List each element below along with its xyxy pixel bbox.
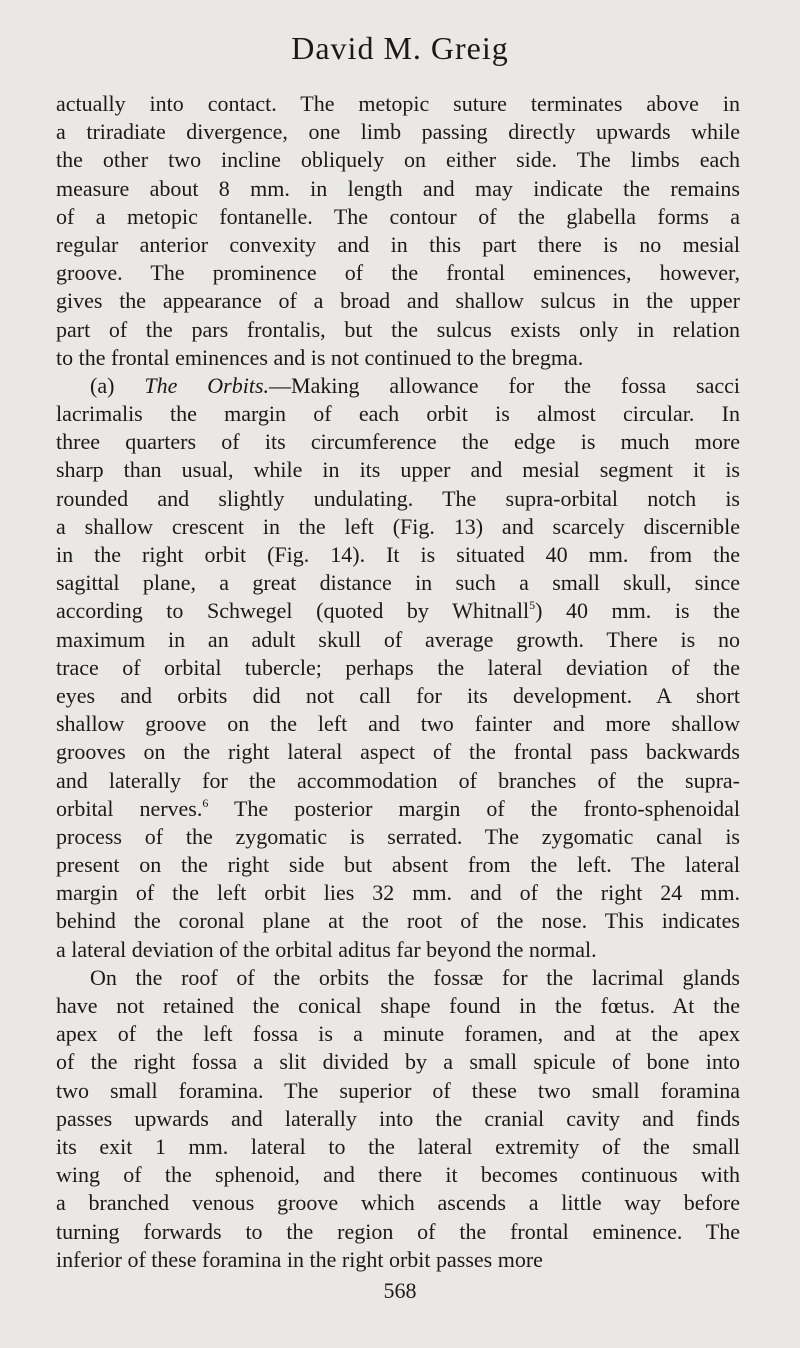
text-line: of the right fossa a slit divided by a small spicule of bone into (56, 1049, 740, 1075)
text-line: to the frontal eminences and is not continued to the bregma. (56, 344, 584, 370)
text-line: eyes and orbits did not call for its development. A short (56, 682, 740, 708)
text-line: shallow groove on the left and two fainter and more shallow (56, 711, 740, 737)
footnote-ref: 6 (202, 795, 209, 810)
text-line: its exit 1 mm. lateral to the lateral extremity of the small (56, 1133, 740, 1159)
text-run: according to Schwegel (quoted by Whitnall (56, 598, 530, 624)
text-line (56, 795, 740, 823)
text-line: a triradiate divergence, one limb passing directly upwards while (56, 119, 740, 145)
text-line: maximum in an adult skull of average growth. There is no (56, 626, 740, 652)
text-line: wing of the sphenoid, and there it becomes continuous with (56, 1162, 740, 1188)
section-heading: The Orbits. (144, 372, 270, 398)
text-line: of a metopic fontanelle. The contour of the glabella forms a (56, 203, 740, 229)
text-line: inferior of these foramina in the right orbit passes more (56, 1246, 543, 1272)
text-line (56, 372, 740, 400)
text-line: trace of orbital tubercle; perhaps the lateral deviation of the (56, 654, 740, 680)
text-run: orbital nerves. (56, 795, 203, 821)
footnote-ref: 5 (529, 598, 536, 613)
text-run: (a) (90, 372, 145, 398)
text-line: regular anterior convexity and in this part there is no mesial (56, 231, 740, 257)
text-line: two small foramina. The superior of these two small foramina (56, 1077, 740, 1103)
text-line: a lateral deviation of the orbital aditus far beyond the normal. (56, 936, 597, 962)
text-line: On the roof of the orbits the fossæ for the lacrimal glands (90, 964, 740, 990)
text-line: grooves on the right lateral aspect of the frontal pass backwards (56, 739, 740, 765)
text-line: margin of the left orbit lies 32 mm. and of the right 24 mm. (56, 880, 740, 906)
page-number: 568 (383, 1278, 417, 1303)
text-run: —Making allowance for the fossa sacci (269, 372, 740, 398)
running-head: David M. Greig (291, 30, 509, 66)
text-line: process of the zygomatic is serrated. The zygomatic canal is (56, 823, 740, 849)
text-line: in the right orbit (Fig. 14). It is situated 40 mm. from the (56, 542, 740, 567)
text-line: turning forwards to the region of the frontal eminence. The (56, 1218, 740, 1244)
text-line: sagittal plane, a great distance in such a small skull, since (56, 570, 740, 596)
text-line: part of the pars frontalis, but the sulcus exists only in relation (56, 316, 740, 342)
text-line: groove. The prominence of the frontal eminences, however, (56, 260, 740, 286)
text-line: passes upwards and laterally into the cranial cavity and finds (56, 1105, 740, 1131)
text-run: ) 40 mm. is the (535, 598, 740, 624)
text-run: The posterior margin of the fronto-sphenoidal (208, 795, 740, 821)
text-line: gives the appearance of a broad and shallow sulcus in the upper (56, 288, 740, 314)
text-line: apex of the left fossa is a minute foramen, and at the apex (56, 1021, 740, 1047)
text-line: a branched venous groove which ascends a little way before (56, 1190, 740, 1216)
text-line: three quarters of its circumference the edge is much more (56, 429, 740, 455)
text-line: and laterally for the accommodation of branches of the supra- (56, 767, 740, 793)
body-text (56, 90, 740, 1274)
text-line: present on the right side but absent from the left. The lateral (56, 852, 740, 878)
text-line: have not retained the conical shape found in the fœtus. At the (56, 993, 740, 1018)
text-line: actually into contact. The metopic suture terminates above in (56, 91, 740, 116)
text-line: rounded and slightly undulating. The supra-orbital notch is (56, 485, 740, 511)
text-line: behind the coronal plane at the root of the nose. This indicates (56, 908, 740, 934)
text-line (56, 597, 740, 625)
text-line: measure about 8 mm. in length and may indicate the remains (56, 175, 740, 201)
text-line: the other two incline obliquely on either side. The limbs each (56, 147, 740, 173)
text-line: sharp than usual, while in its upper and mesial segment it is (56, 457, 740, 483)
text-line: lacrimalis the margin of each orbit is almost circular. In (56, 401, 740, 427)
text-line: a shallow crescent in the left (Fig. 13) and scarcely discernible (56, 513, 740, 539)
